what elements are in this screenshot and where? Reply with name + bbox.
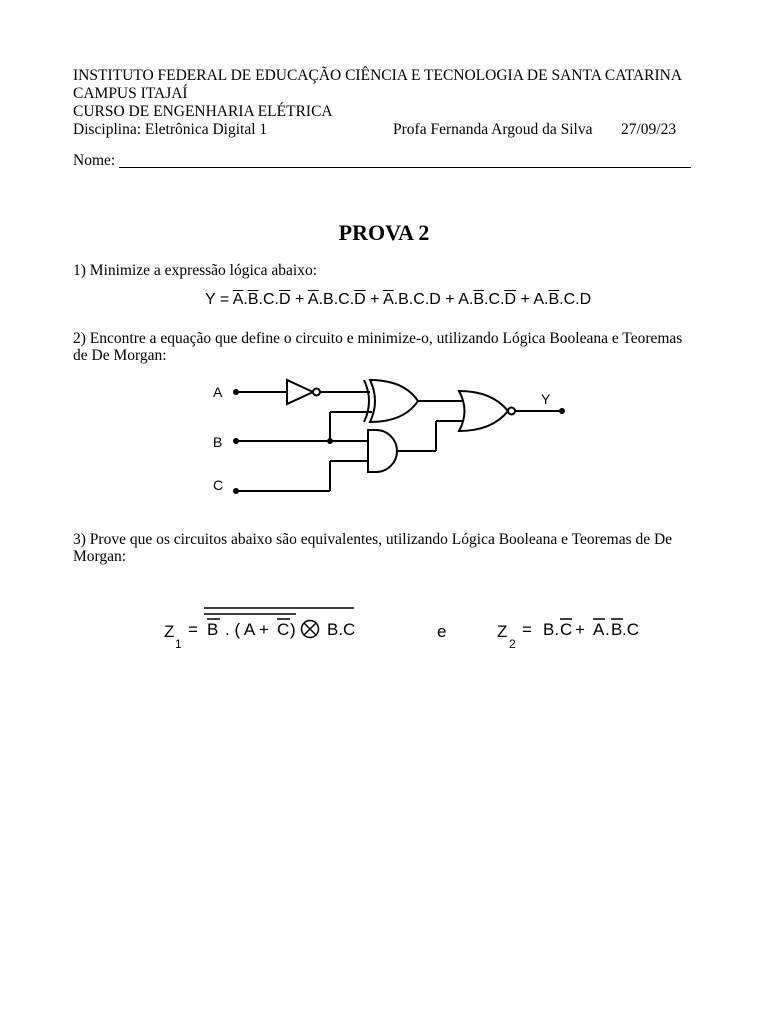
institute-name: INSTITUTO FEDERAL DE EDUCAÇÃO CIÊNCIA E TECNOLOGIA DE SANTA CATARINA [73,67,683,84]
nor-gate [459,391,508,431]
svg-text:.C: .C [622,620,639,639]
nor-gate-bubble [508,408,515,415]
q3-equations [0,595,768,655]
terminal-b [233,438,239,444]
question-2: 2) Encontre a equação que define o circuito e minimize-o, utilizando Lógica Booleana e Teoremas de De Morgan: [73,330,683,364]
z1-subscript: 1 [175,637,182,651]
z2-subscript: 2 [509,637,516,651]
label-a: A [213,384,223,400]
svg-text:C: C [560,620,573,639]
z2-label: Z [497,622,508,641]
svg-text:A: A [593,620,605,639]
xor-gate-extra-arc [364,380,369,422]
page-title: PROVA 2 [338,220,430,245]
professor: Profa Fernanda Argoud da Silva [393,121,593,138]
svg-text:B: B [207,620,219,639]
svg-text:=: = [188,620,198,639]
svg-text:.: . [605,620,610,639]
name-field-line[interactable] [119,167,691,168]
z1-label: Z [164,622,175,641]
xor-gate [370,380,418,422]
conjunction-e: e [437,622,447,641]
label-b: B [213,434,223,450]
terminal-a [233,389,239,395]
terminal-y [559,408,565,414]
discipline: Disciplina: Eletrônica Digital 1 [73,121,268,138]
svg-text:=: = [522,620,532,639]
discipline-row [73,121,693,139]
campus-name: CAMPUS ITAJAÍ [73,85,188,102]
svg-text:B: B [611,620,623,639]
document-header [73,67,693,139]
question-1: 1) Minimize a expressão lógica abaixo: [73,262,318,279]
svg-text:): ) [290,620,296,639]
label-c: C [213,477,224,493]
terminal-c [233,488,239,494]
date: 27/09/23 [621,121,677,138]
q1-expression: $Y = \overline{A}.\overline{B}.C.\overline{D} + \overline{A}.B.C.\overline{D} + \overline{A}.B.C.D + A.\overline{B}.C.\overline{D} + A.\overline{B}.C.D$ [205,291,592,308]
not-gate-bubble [313,389,320,396]
svg-text:+: + [575,620,585,639]
course-name: CURSO DE ENGENHARIA ELÉTRICA [73,103,333,120]
and-gate [368,430,397,472]
svg-text:B.: B. [543,620,560,639]
label-y: Y [541,391,551,407]
name-label: Nome: [73,152,116,169]
svg-text:. ( A +: . ( A + [225,620,269,639]
svg-text:C: C [277,620,290,639]
svg-text:B.C: B.C [327,620,356,639]
junction-b [327,438,333,444]
question-3: 3) Prove que os circuitos abaixo são equivalentes, utilizando Lógica Booleana e Teoremas de De Morgan: [73,531,673,565]
not-gate [287,380,313,404]
logic-circuit-diagram [0,370,768,510]
